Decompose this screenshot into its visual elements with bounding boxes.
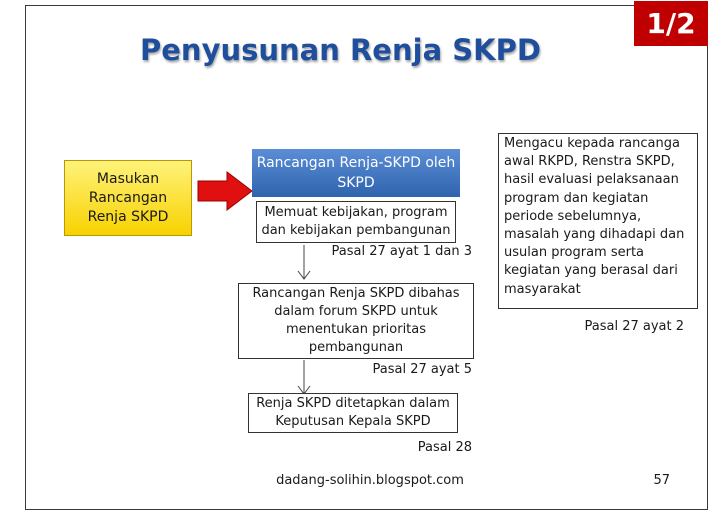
rancangan-box: Rancangan Renja-SKPD oleh SKPD	[252, 149, 460, 197]
ref-pasal-28: Pasal 28	[417, 440, 472, 455]
slide-title: Penyusunan Renja SKPD	[140, 33, 541, 67]
forum-box: Rancangan Renja SKPD dibahas dalam forum SKPD untuk menentukan prioritas pembangunan	[238, 283, 474, 359]
down-arrow-icon	[296, 360, 312, 396]
ref-pasal-27-2: Pasal 27 ayat 2	[584, 319, 684, 334]
page-number: 57	[653, 473, 670, 488]
input-box: Masukan Rancangan Renja SKPD	[64, 160, 192, 236]
footer-source: dadang-solihin.blogspot.com	[276, 473, 464, 488]
page-part-badge: 1/2	[634, 1, 708, 46]
note-box: Mengacu kepada rancanga awal RKPD, Renstra SKPD, hasil evaluasi pelaksanaan program dan kegiatan periode sebelumnya, masalah yang dihadapi dan usulan program serta kegiatan yang berasal dari masyarakat	[498, 133, 698, 309]
content-box: Memuat kebijakan, program dan kebijakan pembangunan	[256, 201, 456, 243]
red-arrow-icon	[197, 171, 253, 211]
down-arrow-icon	[296, 245, 312, 281]
ref-pasal-27-1-3: Pasal 27 ayat 1 dan 3	[331, 244, 472, 259]
ref-pasal-27-5: Pasal 27 ayat 5	[372, 362, 472, 377]
final-box: Renja SKPD ditetapkan dalam Keputusan Kepala SKPD	[248, 393, 458, 433]
